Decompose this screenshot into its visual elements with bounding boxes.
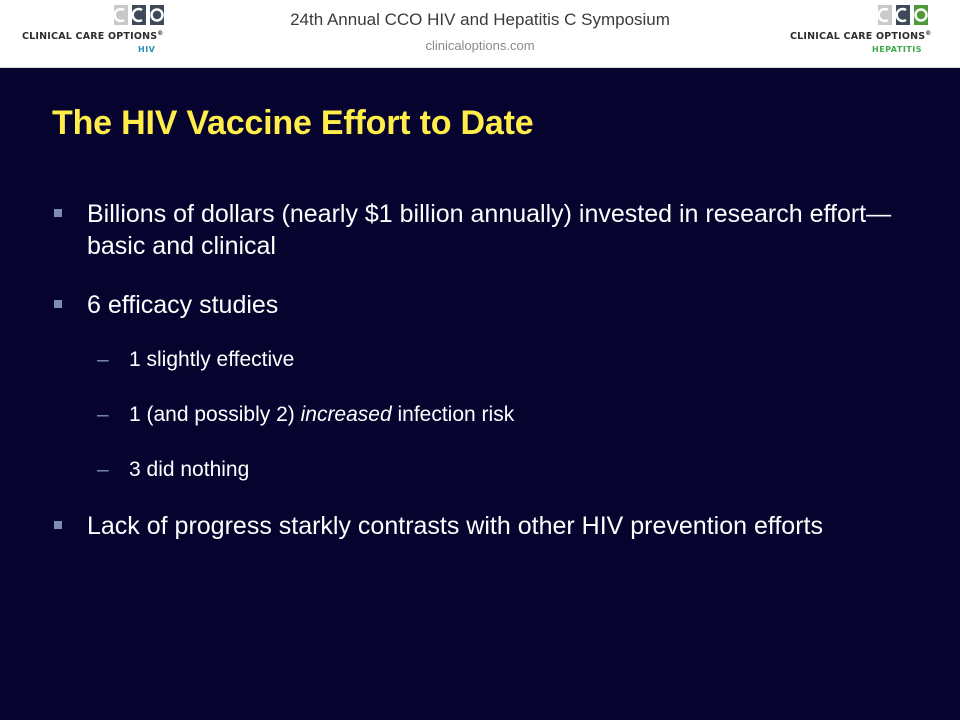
header-banner bbox=[0, 0, 960, 68]
square-bullet-icon bbox=[54, 209, 62, 217]
dash-marker: – bbox=[97, 348, 109, 371]
sub-bullet-text: 3 did nothing bbox=[129, 458, 250, 481]
sub-bullet-text: 1 slightly effective bbox=[129, 348, 295, 371]
bullet-item bbox=[52, 198, 902, 262]
bullet-item bbox=[52, 289, 902, 321]
logo-subtitle-hepatitis: HEPATITIS bbox=[872, 45, 922, 54]
sub-bullet-item bbox=[52, 400, 902, 430]
sub-bullet-item bbox=[52, 345, 902, 375]
logo-subtitle-hiv: HIV bbox=[138, 45, 156, 54]
emphasis-text: increased bbox=[300, 403, 392, 426]
cco-hepatitis-logo bbox=[788, 5, 958, 61]
bullet-item bbox=[52, 510, 902, 542]
dash-marker: – bbox=[97, 458, 109, 481]
cco-logo-icon bbox=[878, 5, 928, 25]
conference-url: clinicaloptions.com bbox=[425, 38, 535, 53]
dash-marker: – bbox=[97, 403, 109, 426]
bullet-text: Lack of progress starkly contrasts with other HIV prevention efforts bbox=[87, 512, 823, 540]
logo-wordmark: CLINICAL CARE OPTIONS® bbox=[790, 30, 932, 43]
square-bullet-icon bbox=[54, 521, 62, 529]
sub-bullet-text: 1 (and possibly 2) increased infection risk bbox=[129, 403, 515, 426]
bullet-text: Billions of dollars (nearly $1 billion annually) invested in research effort—basic and clinical bbox=[87, 200, 892, 260]
slide-title: The HIV Vaccine Effort to Date bbox=[52, 104, 534, 142]
conference-title: 24th Annual CCO HIV and Hepatitis C Symposium bbox=[290, 10, 670, 29]
square-bullet-icon bbox=[54, 300, 62, 308]
bullet-list bbox=[52, 198, 902, 542]
logo-wordmark: CLINICAL CARE OPTIONS® bbox=[22, 30, 164, 43]
bullet-text: 6 efficacy studies bbox=[87, 291, 279, 319]
sub-bullet-item bbox=[52, 455, 902, 485]
